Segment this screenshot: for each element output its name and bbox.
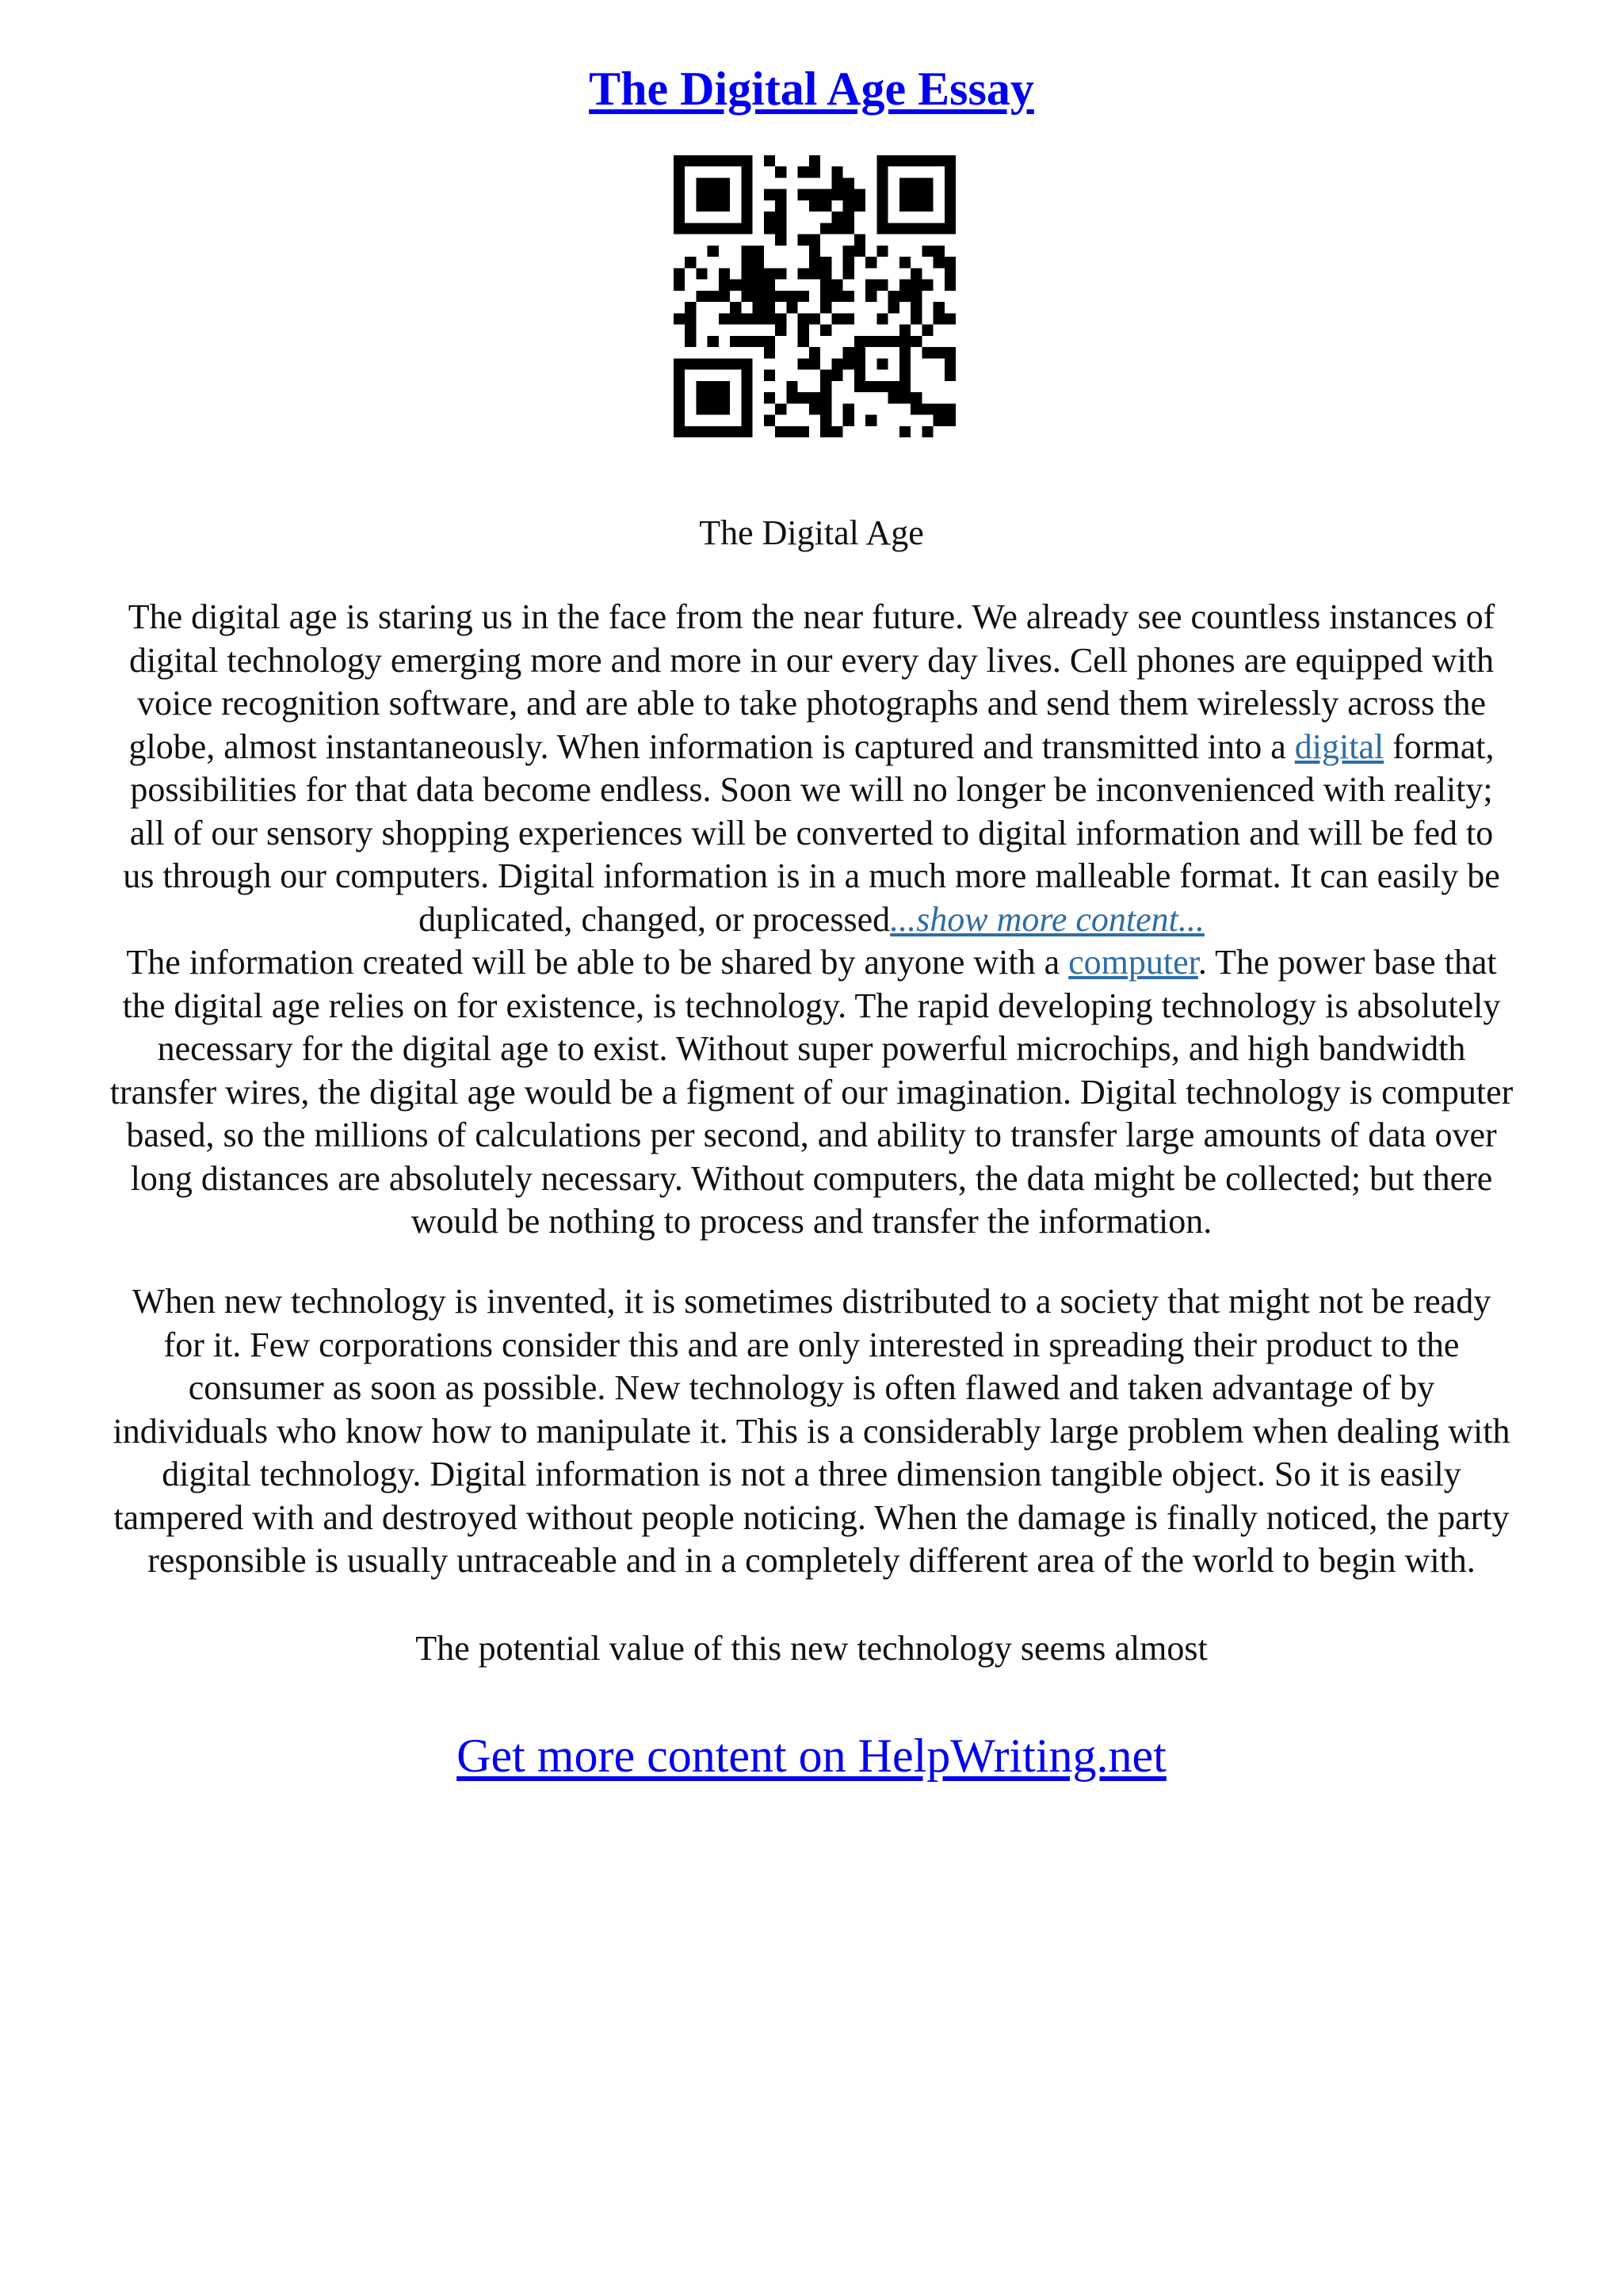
text-line: When new technology is invented, it is sometimes distributed to a society that might not be ready	[132, 1282, 1491, 1321]
text-line: the digital age relies on for existence, is technology. The rapid developing technology is absolutely	[122, 986, 1501, 1025]
page-title	[0, 57, 1623, 120]
text-line: tampered with and destroyed without people noticing. When the damage is finally noticed, the party	[113, 1497, 1510, 1537]
show-more-link[interactable]: ...show more content...	[890, 899, 1205, 939]
text-line: necessary for the digital age to exist. Without super powerful microchips, and high bandwidth	[157, 1029, 1466, 1068]
text-segment: format,	[1384, 727, 1495, 766]
text-line	[48, 726, 1575, 769]
text-line: based, so the millions of calculations per second, and ability to transfer large amounts of data over	[126, 1116, 1497, 1154]
qr-code-icon	[674, 155, 956, 437]
cta-banner	[0, 1724, 1623, 1787]
paragraph-1	[48, 596, 1575, 1244]
text-line: digital technology. Digital information is not a three dimension tangible object. So it is easily	[162, 1455, 1461, 1493]
text-line: long distances are absolutely necessary. Without computers, the data might be collected; but there	[130, 1158, 1493, 1198]
text-segment: globe, almost instantaneously. When information is captured and transmitted into a	[128, 727, 1295, 766]
text-line: responsible is usually untraceable and in a completely different area of the world to begin with.	[147, 1541, 1476, 1580]
computer-link[interactable]: computer	[1068, 943, 1198, 982]
text-line: digital technology emerging more and more in our every day lives. Cell phones are equipped with	[128, 640, 1495, 680]
text-line: transfer wires, the digital age would be a figment of our imagination. Digital technology is computer	[109, 1072, 1514, 1112]
text-line: The potential value of this new technology seems almost	[415, 1629, 1208, 1668]
text-segment: The information created will be able to be shared by anyone with a	[126, 943, 1069, 982]
text-line: would be nothing to process and transfer the information.	[411, 1202, 1212, 1241]
digital-link[interactable]: digital	[1294, 727, 1384, 766]
essay-heading: The Digital Age	[699, 513, 924, 552]
text-line: us through our computers. Digital information is in a much more malleable format. It can easily be	[123, 856, 1500, 895]
text-line	[48, 898, 1575, 942]
helpwriting-link[interactable]: Get more content on HelpWriting.net	[456, 1730, 1167, 1782]
text-line: The digital age is staring us in the face from the near future. We already see countless instances of	[128, 597, 1495, 636]
paragraph-2	[48, 1280, 1575, 1583]
title-link[interactable]: The Digital Age Essay	[589, 63, 1034, 115]
paragraph-3	[48, 1627, 1575, 1671]
text-segment: . The power base that	[1197, 943, 1497, 982]
text-line	[48, 941, 1575, 985]
text-line: individuals who know how to manipulate it. This is a considerably large problem when dealing with	[113, 1411, 1510, 1451]
text-line: all of our sensory shopping experiences will be converted to digital information and will be fed to	[129, 813, 1494, 852]
text-line: for it. Few corporations consider this and are only interested in spreading their product to the	[163, 1325, 1460, 1364]
text-line: possibilities for that data become endless. Soon we will no longer be inconvenienced with reality;	[130, 770, 1493, 809]
text-line: consumer as soon as possible. New technology is often flawed and taken advantage of by	[188, 1368, 1435, 1407]
text-segment: duplicated, changed, or processed	[418, 899, 891, 939]
text-line: voice recognition software, and are able to take photographs and send them wirelessly across the	[137, 684, 1486, 723]
